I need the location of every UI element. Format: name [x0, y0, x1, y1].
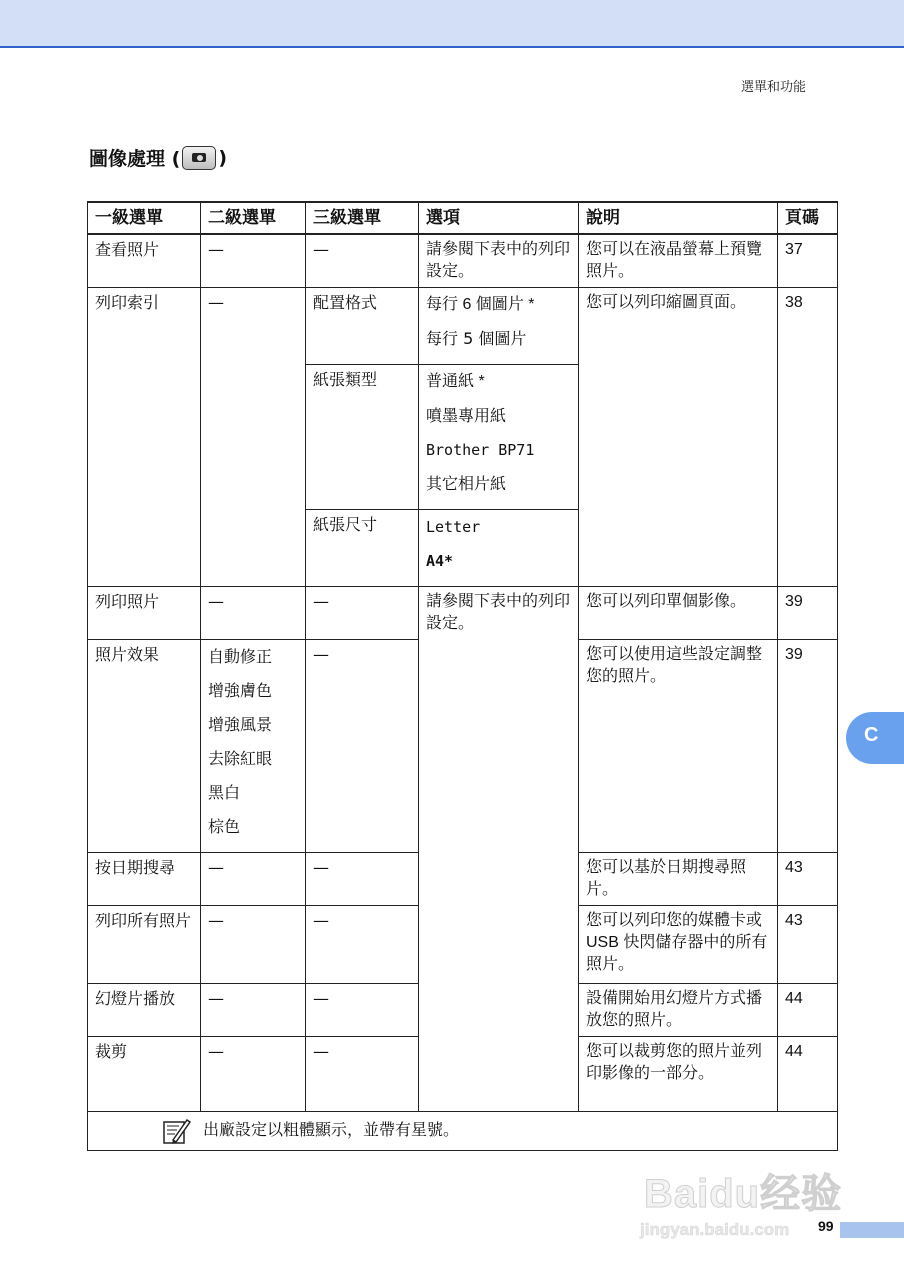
section-title-prefix: 圖像處理 (	[89, 148, 181, 170]
level1-cell: 按日期搜尋	[88, 853, 201, 906]
effect-item: 自動修正	[208, 647, 273, 666]
level2-cell: —	[201, 288, 306, 587]
option-item: Letter	[426, 518, 481, 536]
level3-cell: —	[306, 984, 419, 1037]
table-header-row	[88, 202, 838, 234]
option-item: 噴墨專用紙	[426, 406, 507, 425]
level2-cell: —	[201, 853, 306, 906]
effect-item: 增強風景	[208, 715, 273, 734]
column-header: 頁碼	[778, 202, 838, 234]
level3-cell: —	[306, 234, 419, 288]
level1-cell: 查看照片	[88, 234, 201, 288]
note-row	[88, 1112, 838, 1151]
column-header: 說明	[579, 202, 778, 234]
description-cell: 您可以列印您的媒體卡或 USB 快閃儲存器中的所有照片。	[579, 906, 778, 984]
option-cell	[419, 510, 579, 587]
description-cell: 您可以列印單個影像。	[579, 587, 778, 640]
effect-item: 黑白	[208, 783, 241, 802]
effect-item: 增強膚色	[208, 681, 273, 700]
level1-cell: 照片效果	[88, 640, 201, 853]
watermark-brand: Baidu经验	[644, 1172, 843, 1216]
page-cell: 44	[778, 984, 838, 1037]
option-item: Brother BP71	[426, 441, 535, 459]
note	[95, 1116, 830, 1146]
level1-cell: 裁剪	[88, 1037, 201, 1112]
option-cell: 請參閱下表中的列印設定。	[419, 234, 579, 288]
top-band	[0, 0, 904, 48]
option-item: 其它相片紙	[426, 474, 507, 493]
table-row	[88, 234, 838, 288]
appendix-tab: C	[846, 712, 904, 764]
level2-cell: —	[201, 587, 306, 640]
page-cell: 44	[778, 1037, 838, 1112]
table-row	[88, 288, 838, 365]
level1-cell: 幻燈片播放	[88, 984, 201, 1037]
camera-icon	[182, 146, 216, 170]
level3-cell: —	[306, 1037, 419, 1112]
section-title	[89, 144, 227, 171]
note-text: 出廠設定以粗體顯示，並帶有星號。	[203, 1122, 460, 1139]
level3-cell: —	[306, 640, 419, 853]
description-cell: 您可以在液晶螢幕上預覽照片。	[579, 234, 778, 288]
description-cell: 您可以基於日期搜尋照片。	[579, 853, 778, 906]
menu-table	[87, 201, 838, 1151]
option-cell: 請參閱下表中的列印設定。	[419, 587, 579, 1112]
running-header: 選單和功能	[740, 80, 806, 95]
option-item: 普通紙 *	[426, 373, 485, 390]
column-header: 選項	[419, 202, 579, 234]
level3-cell: —	[306, 853, 419, 906]
section-title-suffix: )	[218, 146, 227, 169]
description-cell: 您可以列印縮圖頁面。	[579, 288, 778, 587]
column-header: 一級選單	[88, 202, 201, 234]
option-item: A4*	[426, 552, 454, 570]
level3-cell: —	[306, 906, 419, 984]
description-cell: 您可以使用這些設定調整您的照片。	[579, 640, 778, 853]
level2-cell	[201, 640, 306, 853]
level1-cell: 列印所有照片	[88, 906, 201, 984]
page-cell: 43	[778, 906, 838, 984]
description-cell: 設備開始用幻燈片方式播放您的照片。	[579, 984, 778, 1037]
page-cell: 43	[778, 853, 838, 906]
level2-cell: —	[201, 984, 306, 1037]
page-cell: 37	[778, 234, 838, 288]
page-number: 99	[818, 1218, 834, 1234]
level3-cell: 配置格式	[306, 288, 419, 365]
page-cell: 38	[778, 288, 838, 587]
column-header: 三級選單	[306, 202, 419, 234]
level2-cell: —	[201, 1037, 306, 1112]
level2-cell: —	[201, 234, 306, 288]
page-cell: 39	[778, 640, 838, 853]
level1-cell: 列印索引	[88, 288, 201, 587]
level3-cell: —	[306, 587, 419, 640]
option-cell	[419, 365, 579, 510]
description-cell: 您可以裁剪您的照片並列印影像的一部分。	[579, 1037, 778, 1112]
option-item: 每行 6 個圖片 *	[426, 296, 535, 313]
column-header: 二級選單	[201, 202, 306, 234]
level1-cell: 列印照片	[88, 587, 201, 640]
table-row	[88, 587, 838, 640]
page-cell: 39	[778, 587, 838, 640]
level3-cell: 紙張類型	[306, 365, 419, 510]
level3-cell: 紙張尺寸	[306, 510, 419, 587]
effect-item: 棕色	[208, 817, 241, 836]
note-pencil-icon	[161, 1116, 191, 1146]
option-item: 每行 5 個圖片	[426, 329, 527, 348]
watermark-url: jingyan.baidu.com	[640, 1220, 790, 1239]
level2-cell: —	[201, 906, 306, 984]
effect-item: 去除紅眼	[208, 749, 273, 768]
bottom-bar	[840, 1222, 904, 1238]
option-cell	[419, 288, 579, 365]
